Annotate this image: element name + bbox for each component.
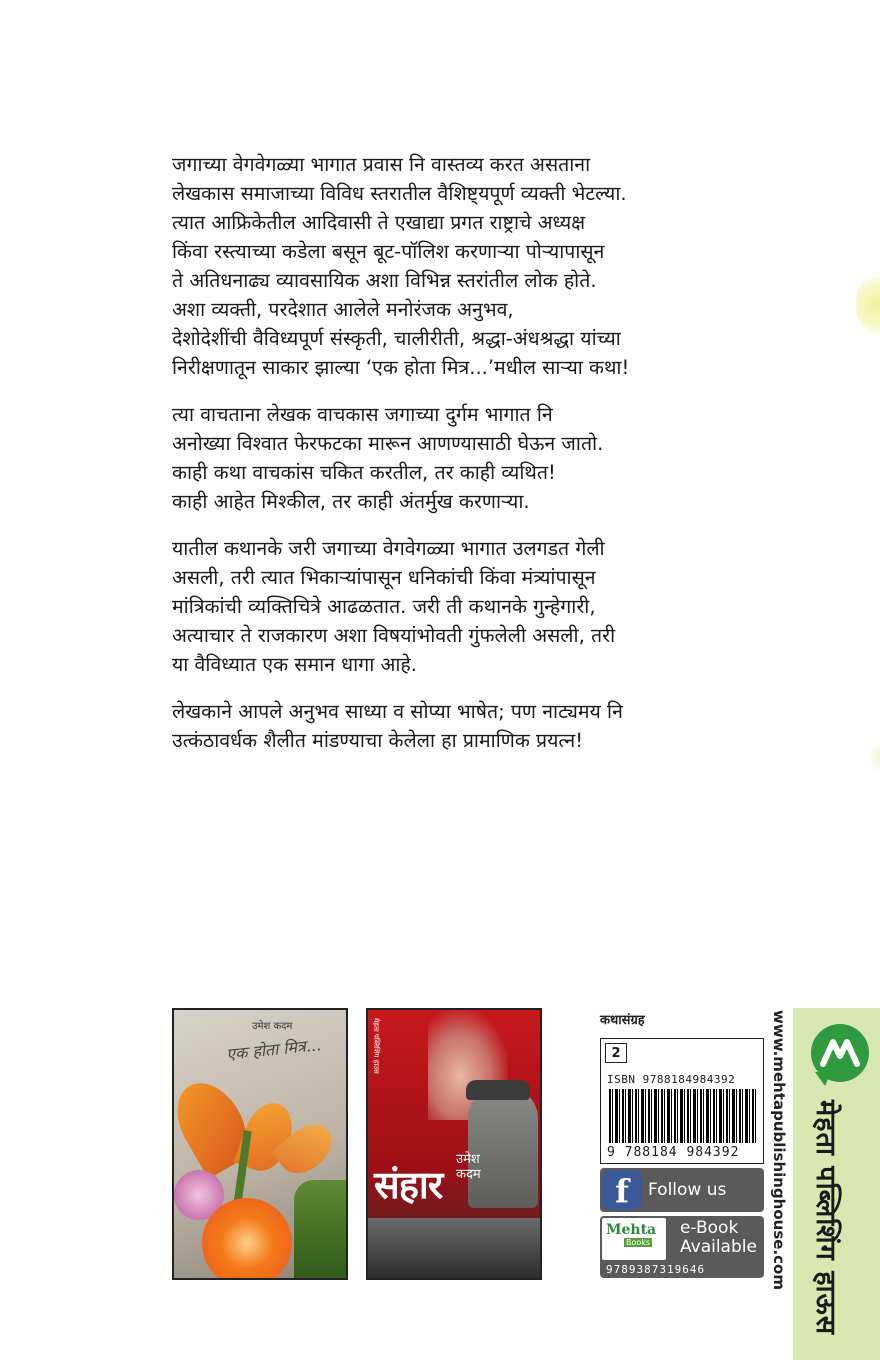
- blurb-line: जगाच्या वेगवेगळ्या भागात प्रवास नि वास्तव्य करत असताना: [172, 153, 591, 176]
- publisher-name: मेहता पब्लिशिंग हाऊस: [810, 1100, 841, 1336]
- facebook-icon: f: [602, 1170, 642, 1210]
- mehta-books-logo: Mehta Books: [602, 1218, 666, 1260]
- blurb-line: देशोदेशींची वैविध्यपूर्ण संस्कृती, चालीरीती, श्रद्धा-अंधश्रद्धा यांच्या: [172, 327, 621, 350]
- book-thumbnail-ek-hota-mitra: [172, 1008, 348, 1280]
- blurb-line: त्या वाचताना लेखक वाचकास जगाच्या दुर्गम भागात नि: [172, 403, 553, 426]
- blurb-line: मांत्रिकांची व्यक्तिचित्रे आढळतात. जरी ती कथानके गुन्हेगारी,: [172, 595, 596, 618]
- blurb-line: उत्कंठावर्धक शैलीत मांडण्याचा केलेला हा प्रामाणिक प्रयत्न!: [172, 729, 584, 752]
- blurb-line: ते अतिधनाढ्य व्यावसायिक अशा विभिन्न स्तरांतील लोक होते.: [172, 269, 597, 292]
- blurb-line: किंवा रस्त्याच्या कडेला बसून बूट-पॉलिश करणाऱ्या पोऱ्यापासून: [172, 240, 605, 263]
- book-thumbnail-sanhar: [366, 1008, 542, 1280]
- blurb-line: अशा व्यक्ती, परदेशात आलेले मनोरंजक अनुभव,: [172, 298, 514, 321]
- blurb-line: यातील कथानके जरी जगाच्या वेगवेगळ्या भागात उलगडत गेली: [172, 537, 605, 560]
- publisher-strip: [793, 1008, 880, 1360]
- isbn-label: ISBN 9788184984392: [607, 1073, 736, 1086]
- blurb-paragraph: [172, 534, 732, 679]
- facebook-label: Follow us: [648, 1180, 727, 1200]
- blurb-line: अनोख्या विश्वात फेरफटका मारून आणण्यासाठी घेऊन जातो.: [172, 432, 604, 455]
- isbn-number: 9 788184 984392: [607, 1145, 740, 1160]
- price-code: 2: [605, 1043, 627, 1063]
- blurb-line: अत्याचार ते राजकारण अशा विषयांभोवती गुंफलेली असली, तरी: [172, 624, 616, 647]
- blurb-paragraph: [172, 150, 732, 382]
- blurb-line: निरीक्षणातून साकार झाल्या ‘एक होता मित्र...’मधील साऱ्या कथा!: [172, 356, 630, 379]
- facebook-follow-badge[interactable]: [600, 1168, 764, 1212]
- blurb-line: या वैविध्यात एक समान धागा आहे.: [172, 653, 417, 676]
- blurb-paragraph: [172, 400, 732, 516]
- ebook-text: e-Book Available: [680, 1218, 757, 1257]
- ebook-isbn: 9789387319646: [606, 1263, 706, 1276]
- ebook-available-badge: [600, 1216, 764, 1278]
- blurb-line: काही कथा वाचकांस चकित करतील, तर काही व्यथित!: [172, 461, 556, 484]
- blurb-line: लेखकास समाजाच्या विविध स्तरातील वैशिष्ट्यपूर्ण व्यक्ती भेटल्या.: [172, 182, 627, 205]
- blurb-line: असली, तरी त्यात भिकाऱ्यांपासून धनिकांची किंवा मंत्र्यांपासून: [172, 566, 596, 589]
- book-title: संहार: [374, 1162, 443, 1207]
- genre-label: कथासंग्रह: [600, 1013, 645, 1028]
- publisher-website: www.mehtapublishinghouse.com: [770, 1010, 788, 1290]
- back-cover-blurb: [172, 150, 732, 773]
- blurb-line: काही आहेत मिश्कील, तर काही अंतर्मुख करणाऱ्या.: [172, 490, 530, 513]
- isbn-barcode: [600, 1038, 764, 1164]
- book-author: उमेश कदम: [252, 1021, 293, 1032]
- barcode-bars: [609, 1089, 757, 1143]
- decorative-glow: [856, 270, 880, 340]
- blurb-paragraph: [172, 697, 732, 755]
- blurb-line: त्यात आफ्रिकेतील आदिवासी ते एखाद्या प्रगत राष्ट्राचे अध्यक्ष: [172, 211, 586, 234]
- decorative-glow-small: [870, 740, 880, 774]
- book-spine-text: मेहता पब्लिशिंग हाउस: [372, 1018, 380, 1074]
- blurb-line: लेखकाने आपले अनुभव साध्या व सोप्या भाषेत; पण नाट्यमय नि: [172, 700, 623, 723]
- book-title: एक होता मित्र...: [225, 1035, 322, 1064]
- book-author: उमेश कदम: [456, 1152, 481, 1182]
